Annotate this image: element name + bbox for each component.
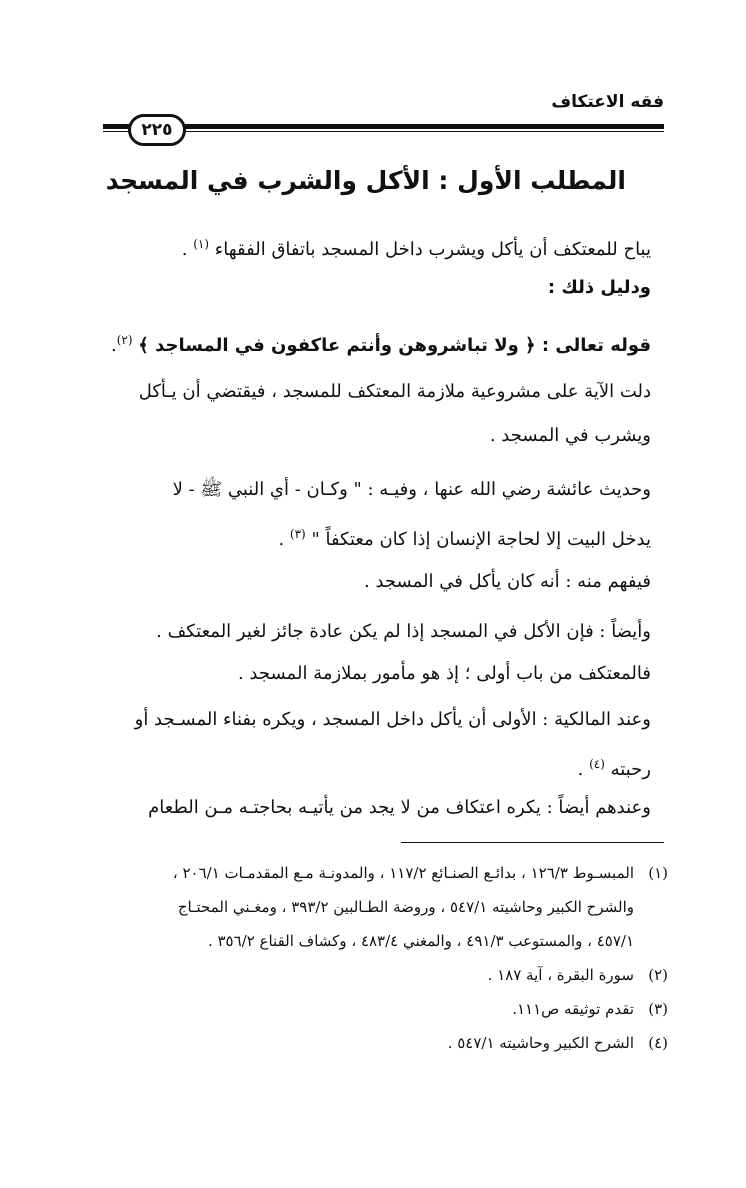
footnote-4	[68, 1026, 668, 1060]
paragraph-9-line-2	[71, 742, 651, 792]
paragraph-4	[71, 370, 651, 458]
footnote-1-number: (١)	[648, 864, 668, 882]
footnote-4-number: (٤)	[648, 1034, 668, 1052]
quran-paragraph-end: .	[110, 335, 117, 356]
hadith-paragraph	[71, 468, 651, 562]
footnote-3-text: تقدم توثيقه ص١١١.	[512, 1000, 634, 1018]
quran-verse: ﴿ ولا تباشروهن وأنتم عاكفون في المساجد ﴾	[138, 335, 536, 356]
quran-intro: قوله تعالى :	[535, 335, 651, 356]
paragraph-6: فيفهم منه : أنه كان يأكل في المسجد .	[364, 571, 651, 592]
paragraph-9-line-1: وعند المالكية : الأولى أن يأكل داخل المسجد ، ويكره بفناء المسـجد أو	[134, 709, 651, 730]
footnote-2	[68, 958, 668, 992]
footnote-ref-2: (٢)	[116, 333, 133, 347]
section-heading: المطلب الأول : الأكل والشرب في المسجد	[105, 166, 626, 195]
hadith-line-1: وحديث عائشة رضي الله عنها ، وفيـه : " وكـان - أي النبي ﷺ - لا	[172, 479, 651, 500]
footnote-1	[68, 856, 668, 958]
paragraph-4-line-1: دلت الآية على مشروعية ملازمة المعتكف للمسجد ، فيقتضي أن يـأكل	[138, 381, 651, 402]
hadith-line-2-text: يدخل البيت إلا لحاجة الإنسان إذا كان معتكفاً "	[305, 529, 651, 550]
footnote-1-line-2: والشرح الكبير وحاشيته ٥٤٧/١ ، وروضة الطـالبين ٣٩٣/٢ ، ومغـني المحتـاج	[177, 898, 634, 916]
paragraph-4-line-2: ويشرب في المسجد .	[489, 425, 651, 446]
footnote-1-line-3: ٤٥٧/١ ، والمستوعب ٤٩١/٣ ، والمغني ٤٨٣/٤ ، وكشاف القناع ٣٥٦/٢ .	[207, 932, 634, 950]
paragraph-9-line-2-end: .	[577, 759, 590, 780]
quran-paragraph	[71, 318, 651, 368]
footnote-4-text: الشرح الكبير وحاشيته ٥٤٧/١ .	[447, 1034, 634, 1052]
paragraph-8: فالمعتكف من باب أولى ؛ إذ هو مأمور بملازمة المسجد .	[237, 663, 651, 684]
paragraph-1	[71, 222, 651, 272]
footnote-ref-4: (٤)	[589, 757, 605, 771]
footnote-2-text: سورة البقرة ، آية ١٨٧ .	[487, 966, 634, 984]
footnote-1-line-1: المبسـوط ١٢٦/٣ ، بدائـع الصنـائع ١١٧/٢ ، والمدونـة مـع المقدمـات ٢٠٦/١ ،	[172, 864, 634, 882]
footnotes	[68, 856, 668, 1060]
page-number: ٢٢٥	[128, 114, 186, 146]
footnote-3	[68, 992, 668, 1026]
footnote-separator	[401, 842, 664, 843]
evidence-heading: ودليل ذلك :	[547, 277, 651, 298]
paragraph-9-line-2-text: رحبته	[604, 759, 651, 780]
running-title: فقه الاعتكاف	[551, 92, 664, 112]
footnote-ref-1: (١)	[193, 237, 210, 251]
footnote-2-number: (٢)	[648, 966, 668, 984]
paragraph-1-text: يباح للمعتكف أن يأكل ويشرب داخل المسجد باتفاق الفقهاء	[214, 239, 651, 260]
paragraph-10: وعندهم أيضاً : يكره اعتكاف من لا يجد من يأتيـه بحاجتـه مـن الطعام	[148, 797, 651, 818]
hadith-line-2-end: .	[278, 529, 290, 550]
paragraph-7: وأيضاً : فإن الأكل في المسجد إذا لم يكن عادة جائز لغير المعتكف .	[156, 621, 651, 642]
paragraph-1-end: .	[181, 239, 194, 260]
hadith-line-2	[71, 512, 651, 562]
header-rule-thin	[103, 131, 664, 132]
header-rule	[103, 118, 664, 138]
header-rule-thick	[103, 124, 664, 129]
footnote-ref-3: (٣)	[289, 527, 306, 541]
footnote-3-number: (٣)	[648, 1000, 668, 1018]
paragraph-9	[71, 698, 651, 792]
